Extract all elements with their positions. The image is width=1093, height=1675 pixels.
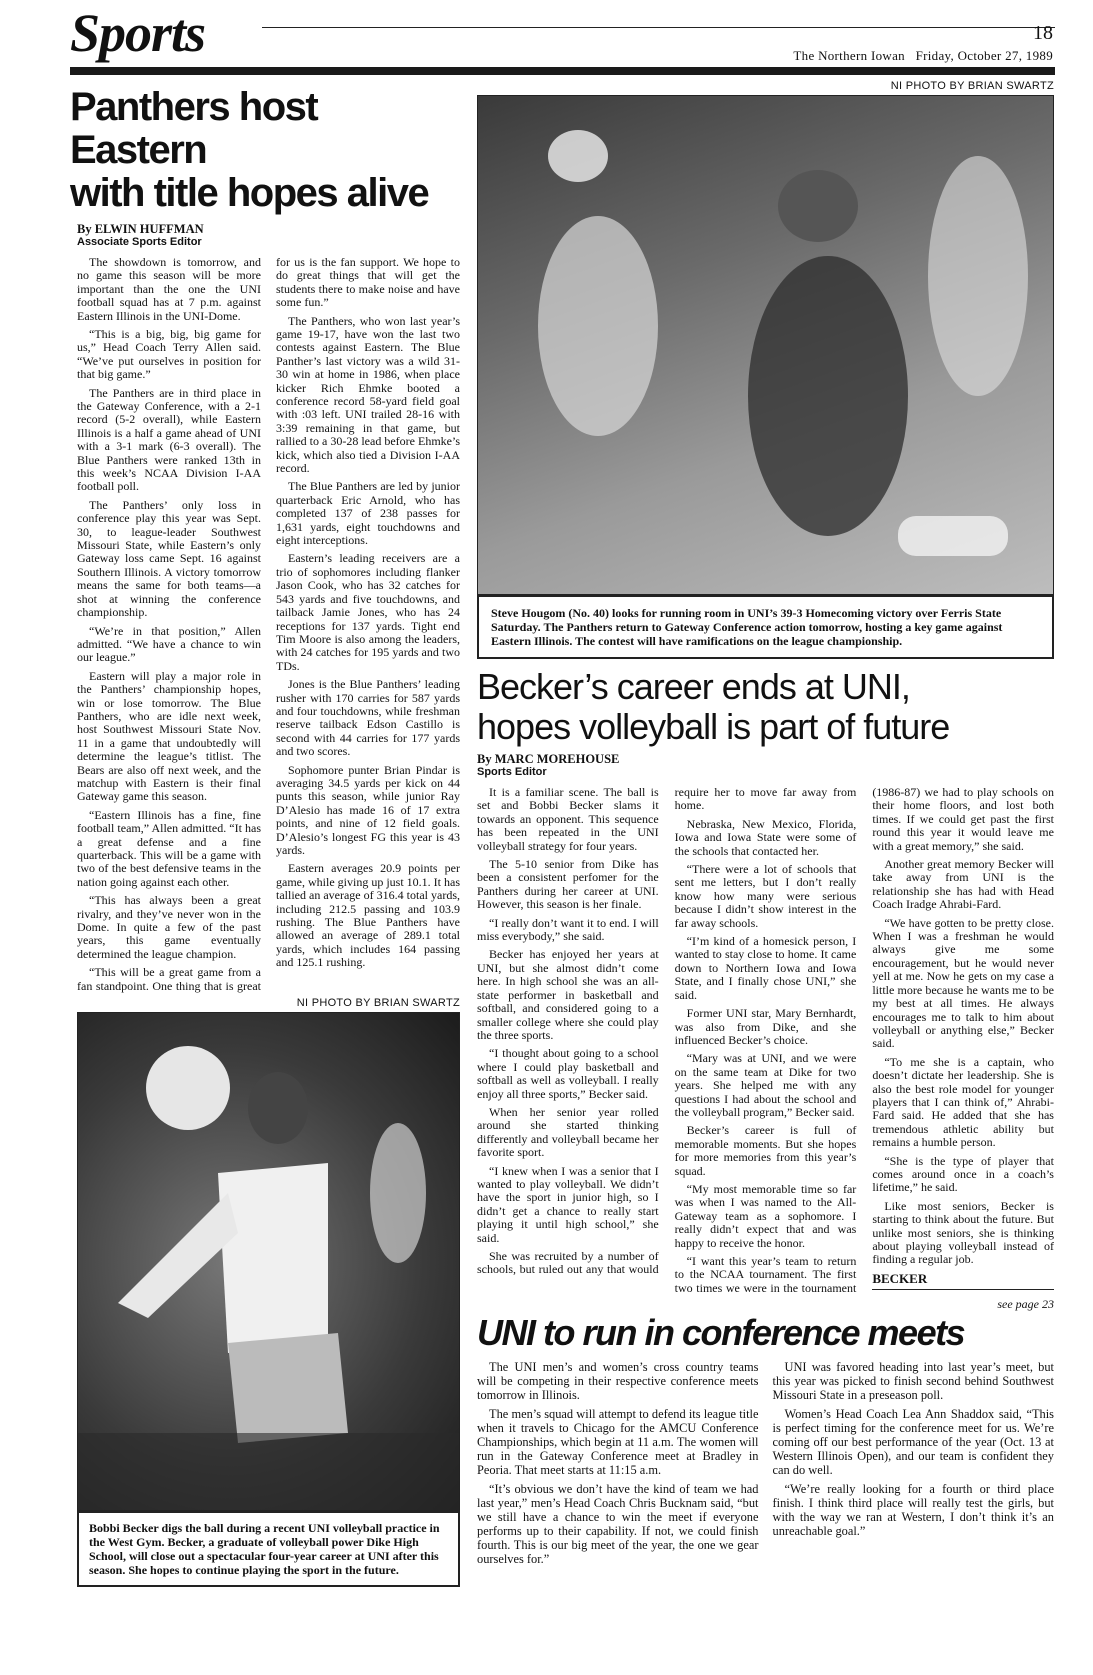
article-paragraph: “I thought about going to a school where I could play basketball and softball as well as volleyball. I really enjoy all three sports,” Becker said. bbox=[477, 1046, 659, 1101]
headline-line: hopes volleyball is part of future bbox=[477, 706, 950, 748]
football-body bbox=[77, 256, 460, 993]
byline-role: Sports Editor bbox=[477, 766, 547, 778]
article-paragraph: “We have gotten to be pretty close. When I was a freshman he would always give me some encouragement, but he would never yell at me. Now he gets on my case a little more because he wants me to be my best at all times. He always encourages me to talk to him about volleyball or anything else,” Becker said. bbox=[872, 915, 1054, 1051]
becker-paragraphs bbox=[477, 786, 1054, 1295]
article-paragraph: Jones is the Blue Panthers’ leading rusher with 170 carries for 587 yards and four touchdowns, while freshman reserve tailback Edson Castillo is second with 44 carries for 177 yards and two scores. bbox=[276, 677, 460, 759]
volleyball-photo-credit: NI PHOTO BY BRIAN SWARTZ bbox=[296, 997, 460, 1010]
headline-line: with title hopes alive bbox=[70, 171, 429, 216]
article-paragraph: The Panthers, who won last year’s game 19-17, have won the last two contests against Eastern. The Blue Panther’s last victory was a wild 31-30 win at home in 1986, when place kicker Rich Ehmke booted a conference record 58-yard field goal with :03 left. UNI trailed 28-16 with 3:39 remaining in that game, but rallied to a 30-28 lead before Ehmke’s kick, which also tied a Division I-AA record. bbox=[276, 313, 460, 476]
volleyball-photo bbox=[77, 1012, 460, 1511]
left-column bbox=[70, 86, 460, 1587]
article-paragraph: “This has always been a great rivalry, and they’ve never won in the Dome. In quite a few of the past years, this game eventually determined the league champion. bbox=[77, 893, 261, 961]
article-paragraph: Becker’s career is full of memorable moments. But she hopes for more memories from this year’s squad. bbox=[674, 1123, 857, 1178]
article-paragraph: The men’s squad will attempt to defend its league title when it travels to Chicago for the AMCU Conference Championships, which begin at 11 a.m. The women will run in the Gateway Conference meet at Bradley in Peoria. That meet starts at 11:15 a.m. bbox=[477, 1407, 759, 1478]
article-paragraph: “We’re in that position,” Allen admitted. “We have a chance to win our league.” bbox=[77, 623, 261, 665]
football-photo-caption: Steve Hougom (No. 40) looks for running room in UNI’s 39-3 Homecoming victory over Ferris State Saturday. The Panthers return to Gateway Conference action tomorrow, hosting a key game against Eastern Illinois. The contest will have ramifications on the league championship. bbox=[477, 595, 1054, 659]
article-paragraph: Eastern will play a major role in the Panthers’ championship hopes, win or lose tomorrow. The Blue Panthers, who are idle next week, host Southwest Missouri State Nov. 11 in a game that undoubtedly will determine the league’s titlist. The Bears are also off next week, and the matchup with Eastern is their final Gateway game this season. bbox=[77, 668, 261, 804]
article-paragraph: “I really don’t want it to end. I will miss everybody,” she said. bbox=[477, 915, 659, 944]
football-players-image bbox=[478, 96, 1053, 594]
football-photo-credit: NI PHOTO BY BRIAN SWARTZ bbox=[890, 80, 1054, 92]
article-paragraph: Sophomore punter Brian Pindar is averaging 34.5 yards per kick on 44 punts this season, while junior Ray D’Alesio has made 16 of 17 extra points, and nine of 12 field goals. D’Alesio’s longest FG this year is 43 yards. bbox=[276, 762, 460, 857]
article-paragraph: Eastern averages 20.9 points per game, while giving up just 10.1. It has tallied an average of 316.4 total yards, including 212.5 passing and 103.9 rushing. The Blue Panthers have allowed an average of 289.1 total yards, which includes 164 passing and 125.1 rushing. bbox=[276, 861, 460, 970]
article-paragraph: “To me she is a captain, who doesn’t dictate her leadership. She is also the best role model for younger players that I can think of,” Ahrabi-Fard said. He added that she has tremendous athletic ability but remains a humble person. bbox=[872, 1054, 1054, 1150]
dateline: The Northern Iowan Friday, October 27, 1989 bbox=[793, 48, 1053, 63]
article-paragraph: The 5-10 senior from Dike has been a consistent perfomer for the Panthers during her career at UNI. However, this season is her finale. bbox=[477, 857, 659, 912]
football-byline bbox=[77, 222, 460, 248]
article-paragraph: The Panthers’ only loss in conference play this year was Sept. 30, to league-leader Southwest Missouri State, while Eastern’s only Gateway loss came Sept. 16 against Southern Illinois. A victory tomorrow means the same for both teams—a shot at winning the conference championship. bbox=[77, 497, 261, 620]
becker-byline bbox=[477, 752, 1054, 778]
becker-body bbox=[477, 786, 1054, 1295]
article-paragraph: “Eastern Illinois has a fine, fine football team,” Allen admitted. “It has a great defense and a fine quarterback. This will be a game with two of the best defensive teams in the nation going against each other. bbox=[77, 807, 261, 889]
article-paragraph: UNI was favored heading into last year’s meet, but this year was picked to finish second behind Southwest Missouri State in a preseason poll. bbox=[772, 1360, 1054, 1403]
article-paragraph: “This will be a great game from a fan standpoint. One thing that is great for us is the fan support. We hope to do great things that will get the students there to make noise and have some fun.” bbox=[77, 254, 460, 993]
article-paragraph: “I want this year’s team to return to the NCAA tournament. The first two times we were in the tournament (1986-87) we had to play schools on their home floors, and lost both times. If we could get past the first round this year it would leave me with a great memory,” she said. bbox=[674, 785, 1054, 1295]
article-paragraph: It is a familiar scene. The ball is set and Bobbi Becker slams it towards an opponent. This sequence has been repeated in the UNI volleyball strategy for four years. bbox=[477, 785, 659, 853]
volleyball-photo-caption: Bobbi Becker digs the ball during a recent UNI volleyball practice in the West Gym. Becker, a graduate of volleyball power Dike High School, will close out a spectacular four-year career at UNI after this season. She hopes to continue playing the sport in the future. bbox=[77, 1511, 460, 1587]
headline-line: Panthers host Eastern bbox=[70, 85, 318, 173]
cross-country-headline: UNI to run in conference meets bbox=[477, 1312, 965, 1354]
article-paragraph: “We’re really looking for a fourth or third place finish. I think third place will really test the girls, but with the way we ran at Western, I don’t think it’s an unreachable goal.” bbox=[772, 1482, 1054, 1539]
article-paragraph: The UNI men’s and women’s cross country teams will be competing in their respective conference meets tomorrow in Illinois. bbox=[477, 1360, 759, 1403]
cross-country-body bbox=[477, 1360, 1054, 1566]
article-paragraph: “There were a lot of schools that sent me letters, but I don’t really know how many were serious because I didn’t show interest in the far away schools. bbox=[674, 862, 857, 930]
byline-role: Associate Sports Editor bbox=[77, 235, 202, 248]
article-paragraph: “Mary was at UNI, and we were on the same team at Dike for two years. She helped me with any questions I had about the school and the volleyball program,” Becker said. bbox=[674, 1051, 857, 1119]
masthead-bar bbox=[70, 67, 1055, 75]
article-paragraph: “She is the type of player that comes around once in a coach’s lifetime,” he said. bbox=[872, 1153, 1054, 1195]
article-paragraph: The Blue Panthers are led by junior quarterback Eric Arnold, who has completed 137 of 238 passes for 1,631 yards, eight touchdowns and eight interceptions. bbox=[276, 479, 460, 548]
article-paragraph: Women’s Head Coach Lea Ann Shaddox said, “This is perfect timing for the conference meet for us. We’re coming off our best performance of the year (Oct. 13 at Western Illinois Open), and our team is confident they can do well. bbox=[772, 1407, 1054, 1478]
article-paragraph: Eastern’s leading receivers are a trio of sophomores including flanker Jason Cook, who has 32 catches for 543 yards and five touchdowns, and tailback Jamie Jones, who has 24 receptions for 137 yards. Tight end Tim Moore is also among the leaders, with 24 catches for 195 yards and two TDs. bbox=[276, 551, 460, 673]
volleyball-player-image bbox=[78, 1013, 459, 1510]
headline-line: Becker’s career ends at UNI, bbox=[477, 666, 910, 707]
article-paragraph: The showdown is tomorrow, and no game this season will be more important than the one the UNI football squad has at 7 p.m. against Eastern Illinois in the UNI-Dome. bbox=[77, 254, 261, 323]
byline-name: By MARC MOREHOUSE bbox=[477, 751, 620, 766]
article-paragraph: Becker has enjoyed her years at UNI, but she almost didn’t come here. In high school she was an all-state performer in basketball and softball, and considered going to a smaller college where she could play the three sports. bbox=[477, 947, 659, 1042]
football-headline bbox=[70, 86, 460, 216]
article-paragraph: The Panthers are in third place in the Gateway Conference, with a 2-1 record (5-2 overall), while Eastern Illinois is a half a game ahead of UNI with a 3-1 mark (6-3 overall). The Blue Panthers were ranked 13th in this week’s NCAA Division I-AA football poll. bbox=[77, 385, 261, 494]
see-page-link[interactable]: see page 23 bbox=[997, 1297, 1054, 1312]
masthead-rule bbox=[262, 27, 1055, 28]
article-paragraph: When her senior year rolled around she started thinking differently and volleyball became her favorite sport. bbox=[477, 1104, 659, 1160]
article-paragraph: “I knew when I was a senior that I wanted to play volleyball. We didn’t have the sport in junior high, so I didn’t get a chance to really start playing it until high school,” she said. bbox=[477, 1163, 659, 1245]
article-paragraph: Nebraska, New Mexico, Florida, Iowa and Iowa State were some of the schools that contacted her. bbox=[674, 816, 857, 858]
byline-name: By ELWIN HUFFMAN bbox=[77, 221, 204, 236]
page-number: 18 bbox=[1033, 22, 1053, 44]
article-paragraph: “My most memorable time so far was when I was named to the All-Gateway team as a sophomore. I really didn’t expect that and was happy to receive the honor. bbox=[674, 1181, 857, 1250]
article-paragraph: Like most seniors, Becker is starting to think about the future. But unlike most seniors, she is thinking about playing volleyball instead of finding a regular job. bbox=[872, 1198, 1054, 1267]
football-photo bbox=[477, 95, 1054, 595]
article-paragraph: Former UNI star, Mary Bernhardt, was also from Dike, and she influenced Becker’s choice. bbox=[674, 1006, 857, 1047]
becker-headline bbox=[477, 667, 1054, 748]
article-paragraph: “It’s obvious we don’t have the kind of team we had last year,” men’s Head Coach Chris Bucknam said, “but we still have a chance to win the meet if everyone performs up to their capability. If not, we could finish fourth. This is our big meet of the year, the one we gear ourselves for.” bbox=[477, 1482, 759, 1567]
jump-label: BECKER bbox=[872, 1271, 1054, 1290]
right-column bbox=[477, 80, 1054, 1566]
article-paragraph: “I’m kind of a homesick person, I wanted to stay close to home. It came down to Northern Iowa and Iowa State, and I finally chose UNI,” she said. bbox=[674, 934, 857, 1002]
section-title: Sports bbox=[70, 3, 206, 63]
article-paragraph: Another great memory Becker will take away from UNI is the relationship she has had with Head Coach Iradge Ahrabi-Fard. bbox=[872, 857, 1054, 912]
article-paragraph: She was recruited by a number of schools, but ruled out any that would require her to move far away from home. bbox=[477, 785, 857, 1277]
article-paragraph: “This is a big, big, big game for us,” Head Coach Terry Allen said. “We’ve put ourselves in position for that big game.” bbox=[77, 326, 261, 382]
